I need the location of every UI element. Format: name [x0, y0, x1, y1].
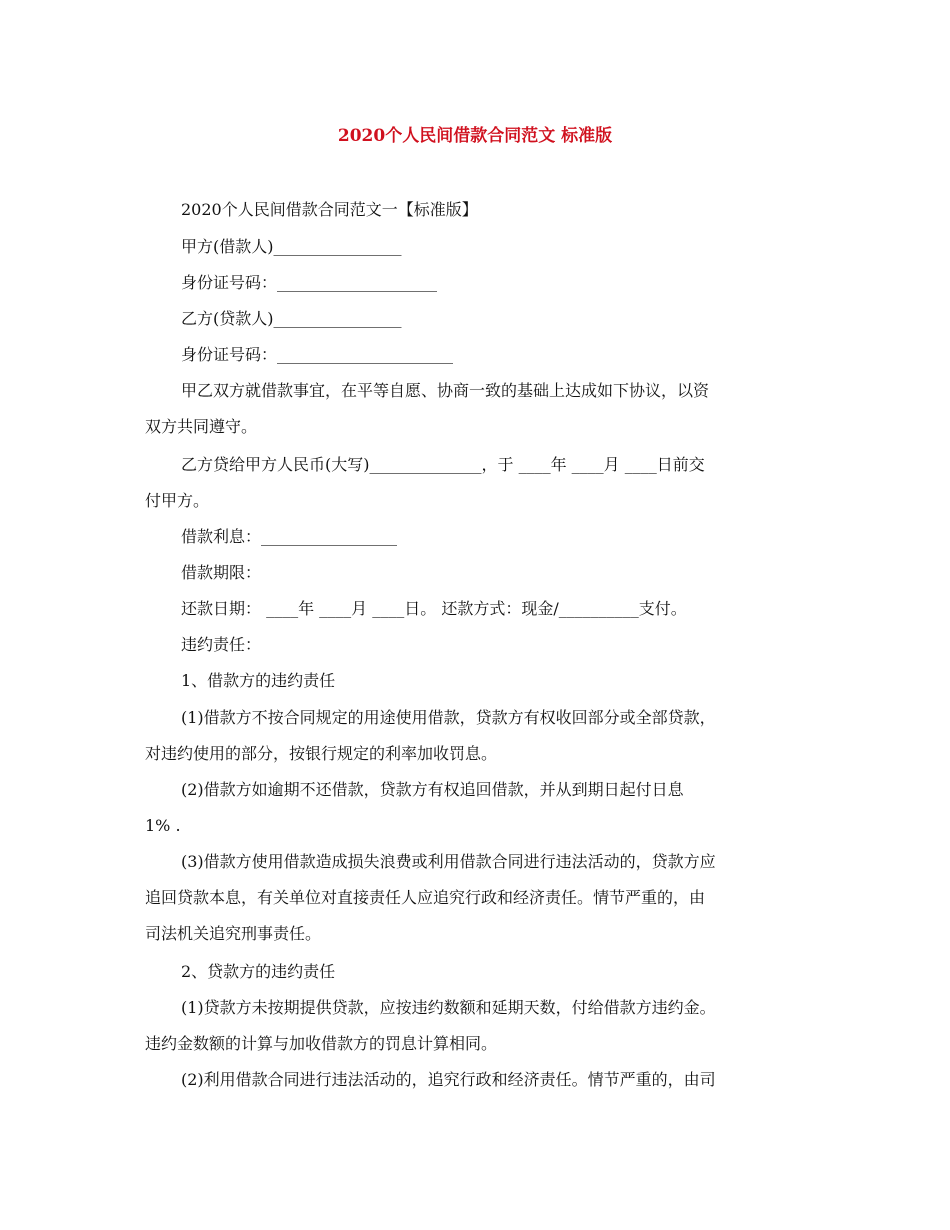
repayment-line: 还款日期： ____年 ____月 ____日。 还款方式：现金/__________支付。: [181, 599, 687, 618]
document-title: 2020个人民间借款合同范文 标准版: [337, 126, 613, 146]
party-a-id-line: 身份证号码：____________________: [181, 273, 438, 292]
clause-line: 司法机关追究刑事责任。: [145, 924, 322, 943]
clause-line: 对违约使用的部分，按银行规定的利率加收罚息。: [145, 744, 498, 763]
clause-line: (1)借款方不按合同规定的用途使用借款，贷款方有权收回部分或全部贷款，: [181, 708, 716, 727]
clause-line: (2)借款方如逾期不还借款，贷款方有权追回借款，并从到期日起付日息: [181, 780, 684, 799]
loan-amount-line: 付甲方。: [145, 491, 210, 510]
term-line: 借款期限：: [181, 563, 262, 582]
agreement-paragraph-line: 甲乙双方就借款事宜，在平等自愿、协商一致的基础上达成如下协议，以资: [181, 381, 710, 400]
clause-line: (1)贷款方未按期提供贷款，应按违约数额和延期天数，付给借款方违约金。: [181, 998, 716, 1017]
loan-amount-line: 乙方贷给甲方人民币(大写)______________，于 ____年 ____月 ____日前交: [181, 455, 705, 474]
liability-heading: 违约责任：: [181, 635, 262, 654]
borrower-liability-heading: 1、借款方的违约责任: [181, 671, 336, 690]
clause-line: 追回贷款本息，有关单位对直接责任人应追究行政和经济责任。情节严重的，由: [145, 888, 706, 907]
party-b-line: 乙方(贷款人)________________: [181, 309, 402, 328]
clause-line: 1% .: [145, 816, 181, 835]
subtitle-line: 2020个人民间借款合同范文一【标准版】: [181, 200, 478, 219]
interest-line: 借款利息：_________________: [181, 527, 398, 546]
party-a-line: 甲方(借款人)________________: [181, 237, 402, 256]
clause-line: (2)利用借款合同进行违法活动的，追究行政和经济责任。情节严重的，由司: [181, 1070, 716, 1089]
lender-liability-heading: 2、贷款方的违约责任: [181, 962, 336, 981]
clause-line: 违约金数额的计算与加收借款方的罚息计算相同。: [145, 1034, 498, 1053]
party-b-id-line: 身份证号码：______________________: [181, 345, 454, 364]
clause-line: (3)借款方使用借款造成损失浪费或利用借款合同进行违法活动的，贷款方应: [181, 852, 716, 871]
agreement-paragraph-line: 双方共同遵守。: [145, 417, 258, 436]
